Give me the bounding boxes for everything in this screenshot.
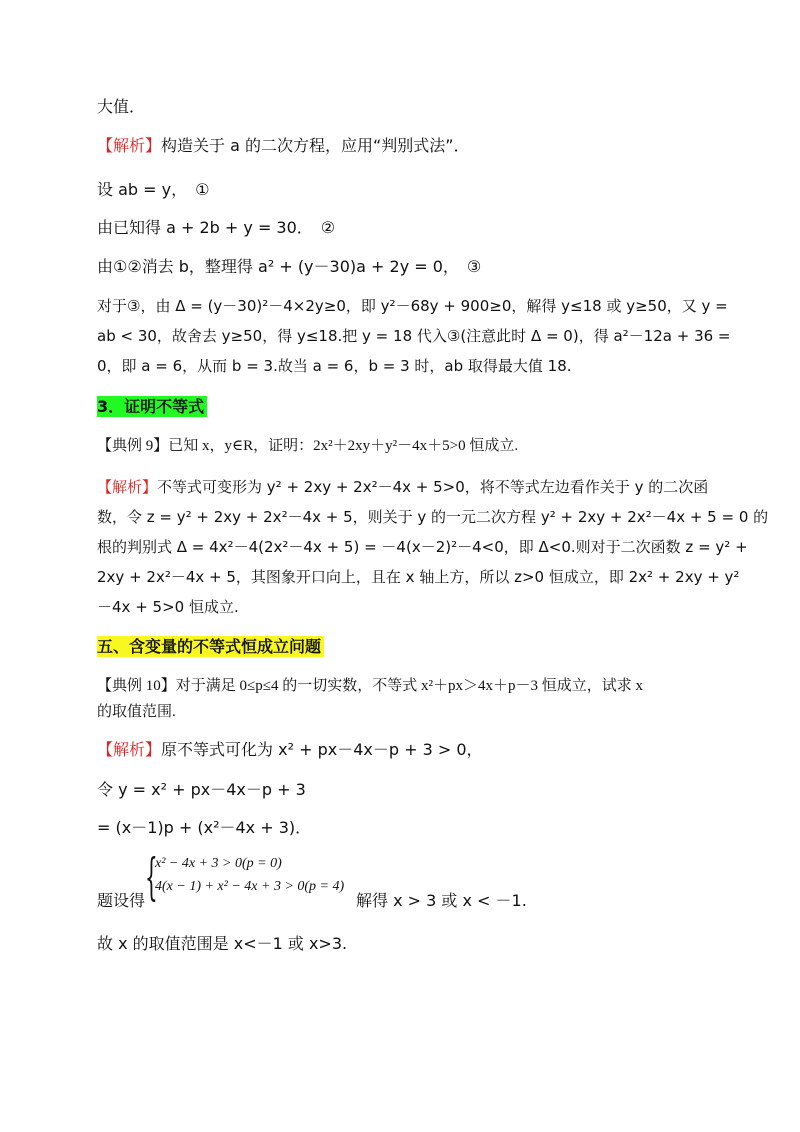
- text-line: [97, 891, 145, 911]
- section-heading: [97, 637, 324, 657]
- left-brace: {: [145, 848, 158, 906]
- text-line: 由①②消去 b，整理得 a² + (y－30)a + 2y = 0， ③: [97, 257, 482, 276]
- system-row-1: x² − 4x + 3 > 0(p = 0): [155, 856, 282, 871]
- analysis-text: 原不等式可化为 x² + px－4x－p + 3 > 0，: [161, 740, 483, 759]
- section-heading-text: 3．证明不等式: [97, 396, 207, 417]
- text-line: 大值．: [97, 97, 146, 116]
- text-line: 对于③，由 Δ = (y－30)²－4×2y≥0，即 y²－68y + 900≥0，解得 y≤18 或 y≥50，又 y =: [97, 297, 728, 315]
- analysis-tag: 【解析】: [97, 478, 158, 496]
- example-heading: 【典例 9】已知 x，y∈R，证明：2x²＋2xy＋y²－4x＋5>0 恒成立.: [97, 438, 519, 454]
- text-line: 根的判别式 Δ = 4x²－4(2x²－4x + 5) = －4(x－2)²－4<0，即 Δ<0.则对于二次函数 z = y² +: [97, 538, 748, 556]
- example-heading: 【典例 10】对于满足 0≤p≤4 的一切实数，不等式 x²＋px＞4x＋p－3 恒成立，试求 x: [97, 678, 643, 694]
- text-line: 设 ab = y， ①: [97, 180, 210, 199]
- system-row-2: 4(x − 1) + x² − 4x + 3 > 0(p = 4): [155, 879, 345, 894]
- analysis-line: [97, 740, 483, 760]
- text-line: 令 y = x² + px－4x－p + 3: [97, 780, 306, 799]
- text-line: = (x－1)p + (x²－4x + 3)．: [97, 818, 312, 837]
- equation-system: [145, 848, 355, 906]
- section-heading: [97, 397, 207, 417]
- analysis-text: 不等式可变形为 y² + 2xy + 2x²－4x + 5>0，将不等式左边看作关于 y 的二次函: [157, 478, 709, 496]
- text-line: 0，即 a = 6，从而 b = 3.故当 a = 6，b = 3 时，ab 取得最大值 18.: [97, 357, 572, 375]
- text-line: 故 x 的取值范围是 x<－1 或 x>3.: [97, 934, 348, 953]
- text-line: ab < 30，故舍去 y≥50，得 y≤18.把 y = 18 代入③(注意此时 Δ = 0)，得 a²－12a + 36 =: [97, 327, 731, 345]
- analysis-line: [97, 136, 470, 156]
- text-line: 的取值范围.: [97, 704, 176, 720]
- analysis-tag: 【解析】: [97, 740, 162, 759]
- section-heading-text: 五、含变量的不等式恒成立问题: [97, 636, 324, 657]
- text-line: －4x + 5>0 恒成立.: [97, 598, 239, 616]
- text-line: 解得 x > 3 或 x < －1.: [356, 891, 527, 910]
- analysis-line: [97, 477, 708, 497]
- analysis-tag: 【解析】: [97, 136, 162, 155]
- text-line: 2xy + 2x²－4x + 5，其图象开口向上，且在 x 轴上方，所以 z>0 恒成立，即 2x² + 2xy + y²: [97, 568, 740, 586]
- text-line: 数，令 z = y² + 2xy + 2x²－4x + 5，则关于 y 的一元二次方程 y² + 2xy + 2x²－4x + 5 = 0 的: [97, 508, 769, 526]
- analysis-text: 构造关于 a 的二次方程，应用“判别式法”．: [161, 136, 470, 155]
- text-prefix: 题设得: [97, 891, 146, 910]
- text-line: 由已知得 a + 2b + y = 30． ②: [97, 218, 336, 237]
